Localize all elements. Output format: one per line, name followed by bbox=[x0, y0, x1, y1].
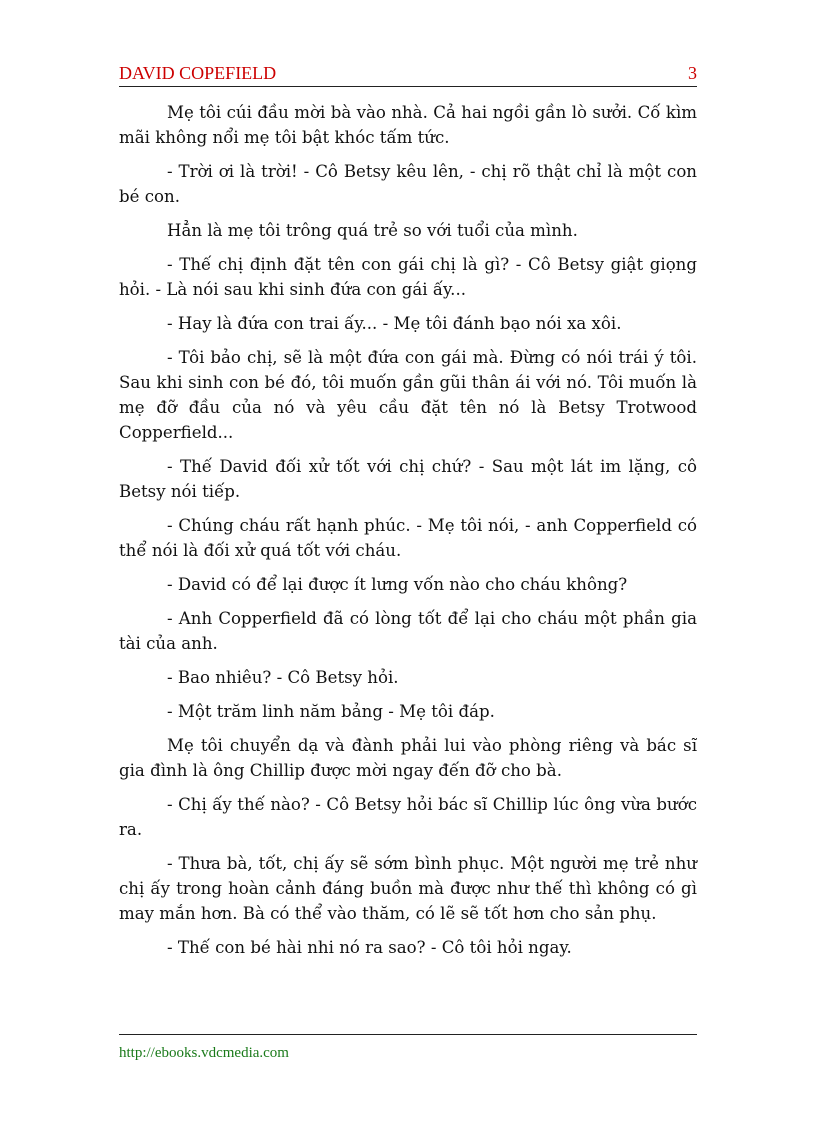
paragraph: - Chị ấy thế nào? - Cô Betsy hỏi bác sĩ Chillip lúc ông vừa bước ra. bbox=[119, 795, 697, 839]
paragraph: - Hay là đứa con trai ấy... - Mẹ tôi đánh bạo nói xa xôi. bbox=[167, 314, 622, 333]
paragraph: - Bao nhiêu? - Cô Betsy hỏi. bbox=[167, 668, 399, 687]
paragraph: - Anh Copperfield đã có lòng tốt để lại cho cháu một phần gia tài của anh. bbox=[119, 609, 697, 653]
paragraph: - Trời ơi là trời! - Cô Betsy kêu lên, - chị rõ thật chỉ là một con bé con. bbox=[119, 162, 697, 206]
body-text bbox=[119, 100, 697, 969]
book-title: DAVID COPEFIELD bbox=[119, 63, 277, 83]
paragraph: - Thế chị định đặt tên con gái chị là gì? - Cô Betsy giật giọng hỏi. - Là nói sau khi sinh đứa con gái ấy... bbox=[119, 255, 697, 299]
paragraph: - Chúng cháu rất hạnh phúc. - Mẹ tôi nói, - anh Copperfield có thể nói là đối xử quá tốt với cháu. bbox=[119, 516, 697, 560]
footer-link[interactable]: http://ebooks.vdcmedia.com bbox=[119, 1045, 289, 1061]
paragraph: - Tôi bảo chị, sẽ là một đứa con gái mà. Đừng có nói trái ý tôi. Sau khi sinh con bé đó, tôi muốn gần gũi thân ái với nó. Tôi muốn là mẹ đỡ đầu của nó và yêu cầu đặt tên nó là Betsy Trotwood Copperfield... bbox=[119, 348, 697, 442]
page-number: 3 bbox=[688, 63, 697, 83]
paragraph: - Thế con bé hài nhi nó ra sao? - Cô tôi hỏi ngay. bbox=[167, 938, 572, 957]
footer-divider bbox=[119, 1034, 697, 1035]
page-header bbox=[119, 62, 697, 87]
paragraph: Hẳn là mẹ tôi trông quá trẻ so với tuổi của mình. bbox=[167, 221, 578, 240]
paragraph: - Thế David đối xử tốt với chị chứ? - Sau một lát im lặng, cô Betsy nói tiếp. bbox=[119, 457, 697, 501]
paragraph: - Một trăm linh năm bảng - Mẹ tôi đáp. bbox=[167, 702, 495, 721]
paragraph: - David có để lại được ít lưng vốn nào cho cháu không? bbox=[167, 575, 628, 594]
paragraph: Mẹ tôi cúi đầu mời bà vào nhà. Cả hai ngồi gần lò sưởi. Cố kìm mãi không nổi mẹ tôi bật khóc tấm tức. bbox=[119, 103, 697, 147]
paragraph: - Thưa bà, tốt, chị ấy sẽ sớm bình phục. Một người mẹ trẻ như chị ấy trong hoàn cảnh đáng buồn mà được như thế thì không có gì may mắn hơn. Bà có thể vào thăm, có lẽ sẽ tốt hơn cho sản phụ. bbox=[119, 854, 697, 923]
paragraph: Mẹ tôi chuyển dạ và đành phải lui vào phòng riêng và bác sĩ gia đình là ông Chillip được mời ngay đến đỡ cho bà. bbox=[119, 736, 697, 780]
